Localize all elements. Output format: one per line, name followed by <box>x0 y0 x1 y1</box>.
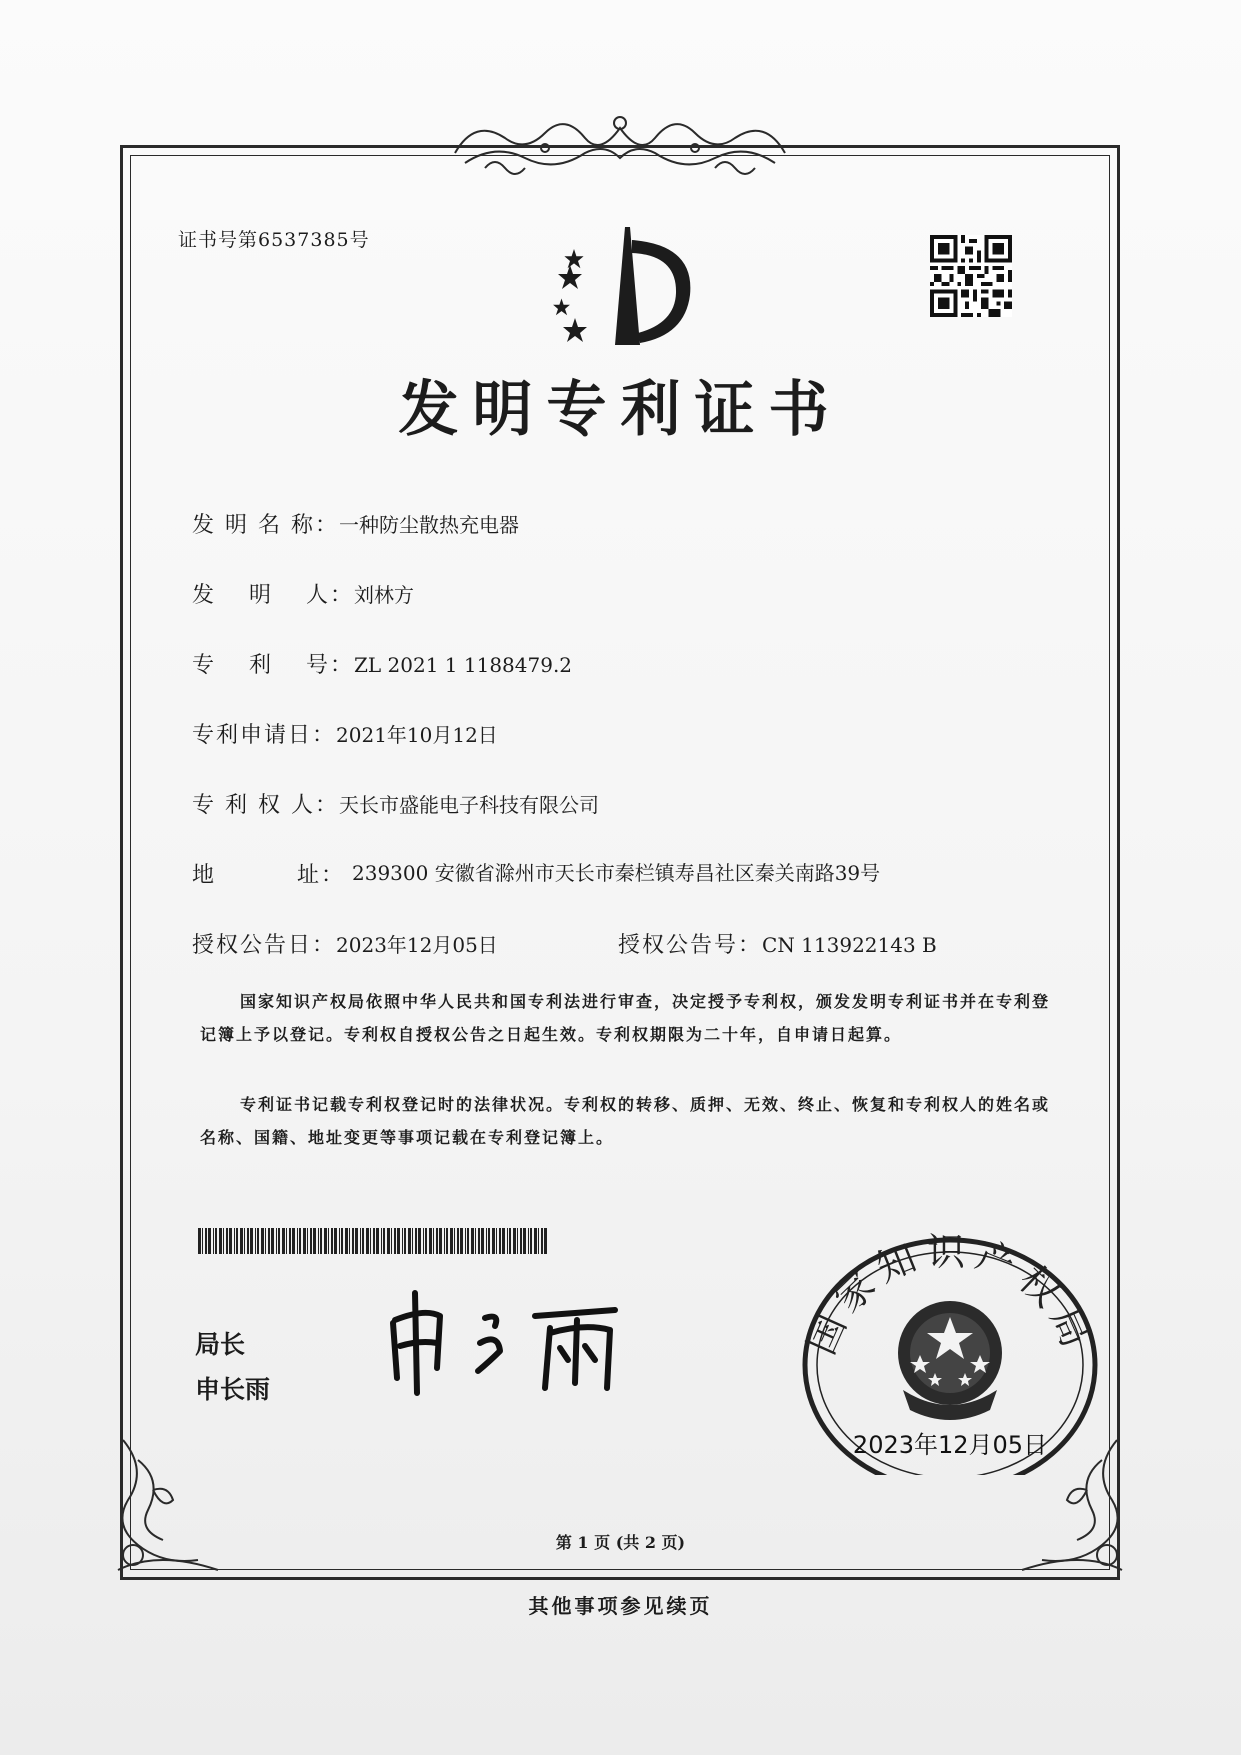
inventor-label: 发 明 人： <box>192 583 354 608</box>
director-signature-icon <box>385 1288 640 1398</box>
patentee-label: 专 利 权 人： <box>192 793 339 818</box>
address-label: 地 址： <box>192 863 345 888</box>
grant-announce-date-label: 授权公告日： <box>192 933 337 958</box>
grant-announce-date-row <box>192 928 498 959</box>
grant-announce-date-value: 2023年12月05日 <box>336 933 498 957</box>
qr-code-icon <box>930 235 1012 317</box>
seal-text: 国家知识产权局 <box>799 1230 1101 1361</box>
patent-number-row <box>192 648 572 679</box>
page-number: 第 1 页 (共 2 页) <box>555 1533 686 1552</box>
inventor-value: 刘林方 <box>354 583 414 607</box>
director-name: 申长雨 <box>195 1375 271 1404</box>
barcode-icon <box>198 1228 548 1254</box>
address-value: 239300 安徽省滁州市天长市秦栏镇寿昌社区秦关南路39号 <box>352 861 881 885</box>
invention-name-label: 发 明 名 称： <box>192 513 339 538</box>
invention-name-value: 一种防尘散热充电器 <box>338 513 519 537</box>
page-title: 发明专利证书 <box>398 375 843 445</box>
certificate-number: 证书号第6537385号 <box>178 229 370 251</box>
inventor-row <box>192 578 414 609</box>
patentee-value: 天长市盛能电子科技有限公司 <box>338 793 599 817</box>
patent-number-value: ZL 2021 1 1188479.2 <box>354 653 573 677</box>
filing-date-row <box>192 718 498 749</box>
top-ornament-icon <box>445 108 795 188</box>
grant-announce-number-label: 授权公告号： <box>618 933 763 958</box>
corner-ornament-icon <box>108 1430 228 1580</box>
address-row <box>192 858 345 889</box>
grant-statement-paragraph: 国家知识产权局依照中华人民共和国专利法进行审查，决定授予专利权，颁发发明专利证书并在专利登记簿上予以登记。专利权自授权公告之日起生效。专利权期限为二十年，自申请日起算。 <box>200 992 1051 1044</box>
grant-announce-number-value: CN 113922143 B <box>762 933 937 957</box>
filing-date-value: 2021年10月12日 <box>336 723 498 747</box>
grant-announce-number-row <box>618 928 937 959</box>
patent-office-emblem-icon <box>530 225 710 350</box>
seal-date: 2023年12月05日 <box>852 1431 1048 1459</box>
director-title: 局长 <box>195 1330 246 1359</box>
patentee-row <box>192 788 599 819</box>
official-seal-icon <box>785 1215 1115 1475</box>
patent-number-label: 专 利 号： <box>192 653 354 678</box>
invention-name-row <box>192 508 519 539</box>
filing-date-label: 专利申请日： <box>192 723 337 748</box>
legal-status-paragraph: 专利证书记载专利权登记时的法律状况。专利权的转移、质押、无效、终止、恢复和专利权人的姓名或名称、国籍、地址变更等事项记载在专利登记簿上。 <box>200 1095 1051 1147</box>
continuation-note: 其他事项参见续页 <box>528 1594 713 1618</box>
